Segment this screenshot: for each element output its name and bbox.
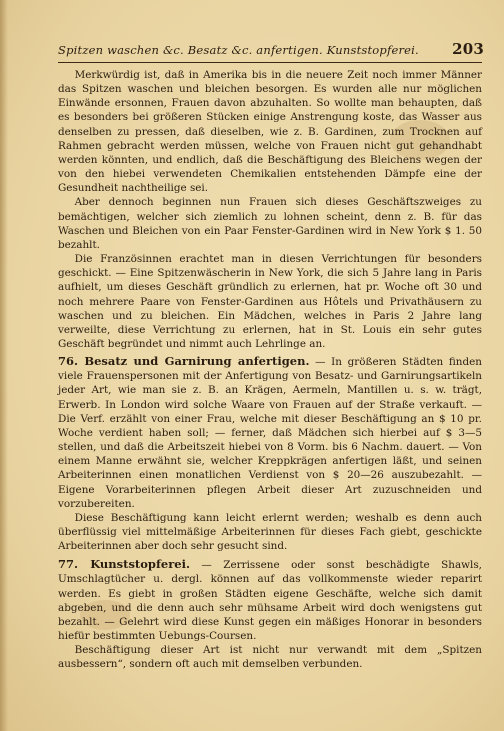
running-title: Spitzen waschen &c. Besatz &c. anfertigen. Kunststopferei. — [58, 43, 419, 57]
paragraph: Die Französinnen erachtet man in diesen Verrichtungen für besonders geschickt. — Eine Spitzenwäscherin in New York, die sich 5 Jahre lang in Paris aufhielt, um dieses Geschäft gründlich zu erlernen, hat pr. Woche oft 30 und noch mehrere Paare von Fenster-Gardinen aus Hôtels und Privathäusern zu waschen und zu bleichen. Ein Mädchen, welches in Paris 2 Jahre lang verweilte, diese Verrichtung zu erlernen, hat in St. Louis ein sehr gutes Geschäft begründet und nimmt auch Lehrlinge an. — [58, 253, 482, 350]
page-body — [58, 68, 482, 672]
section-77 — [58, 557, 482, 643]
paragraph: Merkwürdig ist, daß in Amerika bis in die neuere Zeit noch immer Männer das Spitzen waschen und bleichen besorgen. Es wurden alle nur möglichen Einwände ersonnen, Frauen davon abzuhalten. So wollte man behaupten, daß es besonders bei größeren Stücken einige Anstrengung koste, das Wasser aus denselben zu pressen, daß dieselben, wie z. B. Gardinen, zum Trocknen auf Rahmen gebracht werden müssen, welche von Frauen nicht gut gehandhabt werden könnten, und endlich, daß die Beschäftigung des Bleichens wegen der von den hiebei verwendeten Chemikalien entstehenden Dämpfe eine der Gesundheit nachtheilige sei. — [58, 69, 482, 195]
running-header — [58, 40, 484, 60]
section-76-text: — In größeren Städten finden viele Frauenspersonen mit der Anfertigung von Besatz- und Garnirungsartikeln jeder Art, wie man sie z. B. an Krägen, Aermeln, Mantillen u. s. w. trägt, Erwerb. In London wird solche Waare von Frauen auf der Straße verkauft. — Die Verf. erzählt von einer Frau, welche mit dieser Beschäftigung an $ 10 pr. Woche verdient haben soll; — ferner, daß Mädchen sich hierbei auf $ 3—5 stellen, und daß die Arbeitszeit hiebei von 8 Vorm. bis 6 Nachm. dauert. — Von einem Manne erwähnt sie, welcher Kreppkrägen anfertigen läßt, und seinen Arbeiterinnen einen monatlichen Verdienst von $ 20—26 auszubezahlt. — Eigene Vorarbeiterinnen pflegen Arbeit dieser Art zuzuschneiden und vorzubereiten. — [58, 356, 482, 510]
section-76-heading: 76. Besatz und Garnirung anfertigen. — [58, 354, 310, 369]
page-number: 203 — [452, 40, 484, 58]
section-77-text: — Zerrissene oder sonst beschädigte Shawls, Umschlagtücher u. dergl. können auf das vollkommenste wieder reparirt werden. Es giebt in großen Städten eigene Geschäfte, welche sich damit abgeben, und die denn auch sehr mühsame Arbeit wird doch wenigstens gut bezahlt. — Gelehrt wird diese Kunst gegen ein mäßiges Honorar in besonders hiefür bestimmten Uebungs-Coursen. — [58, 559, 482, 643]
page-spine-shadow — [0, 0, 8, 731]
paragraph: Aber dennoch beginnen nun Frauen sich dieses Geschäftszweiges zu bemächtigen, welcher sich ziemlich zu lohnen scheint, denn z. B. für das Waschen und Bleichen von ein Paar Fenster-Gardinen wird in New York $ 1. 50 bezahlt. — [58, 196, 482, 251]
section-76 — [58, 354, 482, 511]
paragraph: Beschäftigung dieser Art ist nicht nur verwandt mit dem „Spitzen ausbessern“, sondern oft auch mit demselben verbunden. — [58, 644, 482, 671]
paragraph: Diese Beschäftigung kann leicht erlernt werden; weshalb es denn auch überflüssig viel mittelmäßige Arbeiterinnen für dieses Fach giebt, geschickte Arbeiterinnen aber doch sehr gesucht sind. — [58, 511, 482, 553]
section-77-heading: 77. Kunststopferei. — [58, 557, 190, 572]
header-rule — [58, 62, 482, 63]
